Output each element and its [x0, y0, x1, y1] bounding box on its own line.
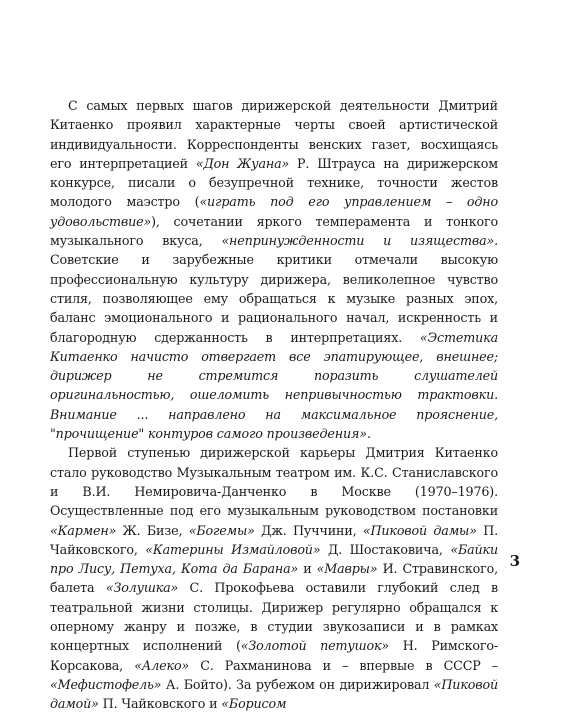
page-number: 3: [509, 552, 520, 570]
paragraph: [50, 443, 498, 713]
italic-quote: «Мавры»: [316, 561, 378, 577]
text-run: ), сочетании яркого темперамента и тонкого музыкального вкуса,: [50, 213, 498, 249]
italic-quote: «Эстетика Китаенко начисто отвергает все эпатирующее, внешнее; дирижер не стремится поразить слушателей оригинальностью, ошеломить непривычностью трактовки. Внимание ... направлено на максимальное прояснение, "прочищение" контуров самого произведения»: [50, 329, 498, 442]
italic-quote: «Богемы»: [188, 522, 255, 538]
text-run: С. Прокофьева оставили глубокий след в театральной жизни столицы. Дирижер регулярно обращался к оперному жанру и позже, в студии звукозаписи и в рамках концертных исполнений (: [50, 580, 498, 654]
text-run: С самых первых шагов дирижерской деятельности Дмитрий Китаенко проявил характерные черты своей артистической индивидуальности. Корреспонденты венских газет, восхищаясь его интерпретацией: [50, 98, 498, 171]
text-run: И. Стравинского, балета: [50, 561, 498, 596]
text-run: Д. Шостаковича,: [320, 541, 451, 557]
text-run: П. Чайковского,: [50, 522, 498, 557]
italic-quote: «Алеко»: [134, 657, 190, 673]
text-run: .: [366, 426, 371, 442]
text-run: . Советские и зарубежные критики отмечали высокую профессиональную культуру дирижера, великолепное чувство стиля, позволяющее ему обращаться к музыке разных эпох, баланс эмоционального и рационального начал, искренность и благородную сдержанность в интерпретациях.: [50, 233, 498, 345]
italic-quote: «непринужденности и изящества»: [221, 233, 495, 249]
body-text: [50, 96, 498, 714]
italic-quote: «Золушка»: [105, 580, 179, 596]
italic-quote: «Катерины Измайловой»: [145, 541, 321, 557]
paragraph: [50, 96, 498, 443]
italic-quote: «Дон Жуана»: [195, 155, 290, 171]
text-run: Ж. Бизе,: [116, 522, 189, 538]
italic-quote: «Мефистофель»: [50, 676, 162, 692]
text-run: Р. Штрауса на дирижерском конкурсе, писали о безупречной технике, точности жестов молодого маэстро (: [50, 155, 498, 210]
text-run: П. Чайковского и: [98, 696, 222, 712]
text-run: А. Бойто). За рубежом он дирижировал: [161, 676, 434, 692]
italic-quote: «Пиковой дамой»: [50, 676, 498, 712]
italic-quote: «играть под его управлением – одно удовольствие»: [50, 194, 498, 229]
italic-quote: «Пиковой дамы»: [362, 522, 477, 538]
text-run: Н. Римского-Корсакова,: [50, 638, 498, 673]
italic-quote: «Борисом: [221, 696, 287, 712]
text-run: Первой ступенью дирижерской карьеры Дмитрия Китаенко стало руководство Музыкальным театром им. К.С. Станиславского и В.И. Немировича-Данченко в Москве (1970–1976). Осуществленные под его музыкальным руководством постановки: [50, 445, 498, 519]
text-run: С. Рахманинова и – впервые в СССР –: [189, 657, 498, 673]
text-run: Дж. Пуччини,: [254, 522, 363, 538]
text-run: и: [298, 561, 317, 577]
italic-quote: «Кармен»: [50, 522, 117, 538]
italic-quote: «Байки про Лису, Петуха, Кота да Барана»: [50, 541, 498, 577]
italic-quote: «Золотой петушок»: [240, 638, 390, 654]
